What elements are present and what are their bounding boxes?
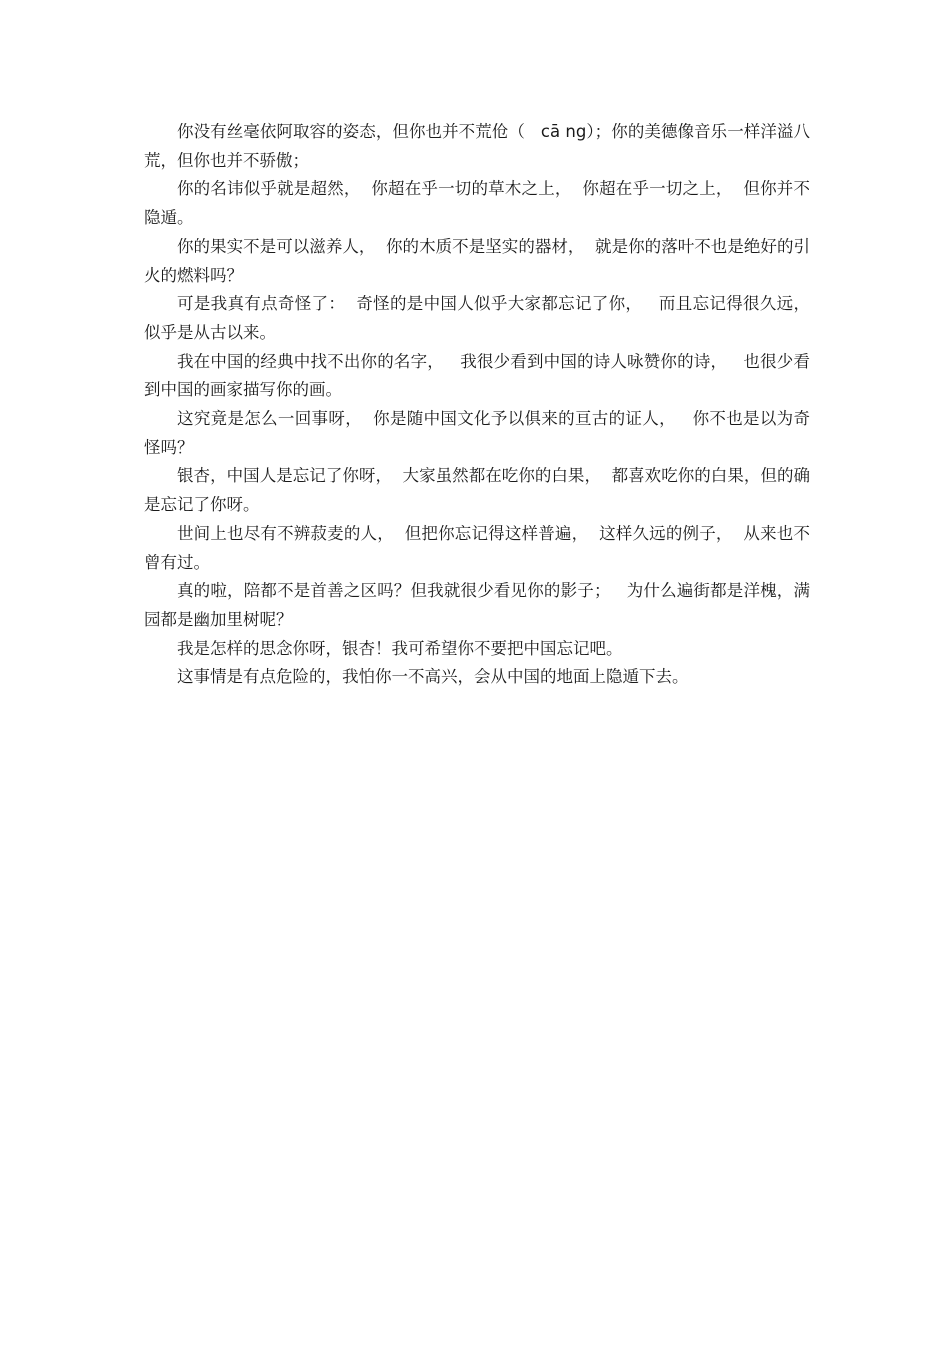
paragraph-4: 可是我真有点奇怪了： 奇怪的是中国人似乎大家都忘记了你， 而且忘记得很久远，似乎是从古以来。 (144, 294, 810, 342)
paragraph-6: 这究竟是怎么一回事呀， 你是随中国文化予以俱来的亘古的证人， 你不也是以为奇怪吗？ (144, 409, 810, 457)
paragraph-11: 这事情是有点危险的，我怕你一不高兴，会从中国的地面上隐遁下去。 (177, 667, 689, 687)
paragraph-3: 你的果实不是可以滋养人， 你的木质不是坚实的器材， 就是你的落叶不也是绝好的引火的燃料吗？ (144, 236, 810, 285)
paragraph-8: 世间上也尽有不辨菽麦的人， 但把你忘记得这样普遍， 这样久远的例子， 从来也不曾有过。 (144, 523, 810, 572)
article-body (144, 118, 810, 692)
paragraph-9: 真的啦，陪都不是首善之区吗？但我就很少看见你的影子； 为什么遍街都是洋槐，满园都是幽加里树呢？ (144, 581, 810, 629)
paragraph-7: 银杏，中国人是忘记了你呀， 大家虽然都在吃你的白果， 都喜欢吃你的白果，但的确是忘记了你呀。 (144, 466, 810, 515)
paragraph-5: 我在中国的经典中找不出你的名字， 我很少看到中国的诗人咏赞你的诗， 也很少看到中国的画家描写你的画。 (144, 351, 810, 400)
paragraph-10: 我是怎样的思念你呀，银杏！我可希望你不要把中国忘记吧。 (177, 638, 623, 658)
paragraph-2: 你的名讳似乎就是超然， 你超在乎一切的草木之上， 你超在乎一切之上， 但你并不隐遁。 (144, 179, 810, 228)
paragraph-1: 你没有丝毫依阿取容的姿态，但你也并不荒伧（ cā ng）；你的美德像音乐一样洋溢八荒，但你也并不骄傲； (144, 122, 810, 170)
